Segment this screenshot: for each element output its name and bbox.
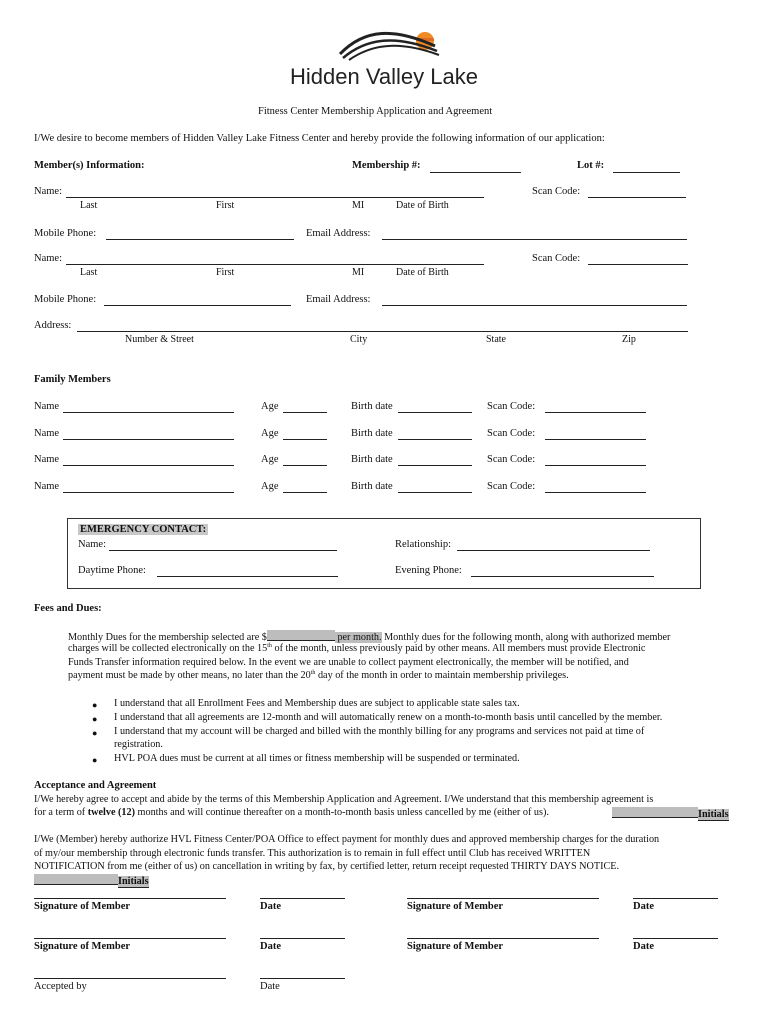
- bullet-text: I understand that all agreements are 12-month and will automatically renew on a month-to-month basis until cancelled by the member.: [114, 712, 663, 723]
- authorization-line-2: of my/our membership through electronic funds transfer. This authorization is to remain in full effect until Club has received WRITTEN: [34, 848, 591, 859]
- family-age-label: Age: [261, 481, 279, 492]
- date-line[interactable]: [633, 938, 718, 939]
- initials-label: Initials: [698, 809, 729, 820]
- signature-line[interactable]: [407, 938, 599, 939]
- bullet-icon: ●: [92, 714, 98, 724]
- fees-sup: th: [267, 643, 272, 649]
- family-scan-field[interactable]: [545, 492, 646, 493]
- signature-line[interactable]: [34, 898, 226, 899]
- acceptance-term: twelve (12): [87, 807, 135, 818]
- bullet-text: I understand that my account will be charged and billed with the monthly billing for any programs and services not paid at time of: [114, 726, 645, 737]
- family-age-field[interactable]: [283, 412, 327, 413]
- sub-last: Last: [80, 267, 98, 278]
- hidden-valley-lake-logo: [285, 24, 485, 92]
- acceptance-heading: Acceptance and Agreement: [34, 780, 157, 791]
- bullet-icon: ●: [92, 700, 98, 710]
- member1-scan-label: Scan Code:: [532, 186, 581, 197]
- acceptance-line-2: [34, 807, 549, 818]
- member2-email-field[interactable]: [382, 305, 687, 306]
- signature-label: Signature of Member: [34, 941, 131, 952]
- sub-last: Last: [80, 200, 98, 211]
- date-label: Date: [633, 901, 654, 912]
- bullet-text: HVL POA dues must be current at all times or fitness membership will be suspended or terminated.: [114, 753, 520, 764]
- intro-text: I/We desire to become members of Hidden Valley Lake Fitness Center and hereby provide the following information of our application:: [34, 133, 605, 144]
- family-birth-label: Birth date: [351, 454, 393, 465]
- family-name-field[interactable]: [63, 412, 234, 413]
- fees-text: Monthly Dues for the membership selected are $: [68, 632, 267, 643]
- family-age-field[interactable]: [283, 492, 327, 493]
- bullet-icon: ●: [92, 728, 98, 738]
- family-age-field[interactable]: [283, 465, 327, 466]
- family-birth-label: Birth date: [351, 481, 393, 492]
- family-birth-field[interactable]: [398, 492, 472, 493]
- bullet-text-cont: registration.: [114, 739, 163, 750]
- date-label: Date: [260, 901, 281, 912]
- family-birth-field[interactable]: [398, 439, 472, 440]
- member1-name-label: Name:: [34, 186, 62, 197]
- emergency-name-label: Name:: [78, 539, 106, 550]
- membership-number-field[interactable]: [430, 172, 521, 173]
- fees-text: per month.: [334, 632, 382, 643]
- lot-number-field[interactable]: [613, 172, 680, 173]
- family-scan-label: Scan Code:: [487, 454, 536, 465]
- monthly-dues-field[interactable]: [267, 630, 335, 641]
- bullet-icon: ●: [92, 755, 98, 765]
- member2-name-label: Name:: [34, 253, 62, 264]
- family-name-label: Name: [34, 481, 60, 492]
- emergency-evening-phone-label: Evening Phone:: [395, 565, 462, 576]
- signature-label: Signature of Member: [407, 901, 504, 912]
- member2-email-label: Email Address:: [306, 294, 371, 305]
- sub-city: City: [350, 334, 368, 345]
- emergency-day-phone-field[interactable]: [157, 576, 338, 577]
- family-age-label: Age: [261, 428, 279, 439]
- initials-label: Initials: [118, 876, 149, 887]
- family-name-label: Name: [34, 454, 60, 465]
- family-name-field[interactable]: [63, 465, 234, 466]
- form-title: Fitness Center Membership Application and Agreement: [258, 106, 493, 117]
- authorization-line-3: NOTIFICATION from me (either of us) on cancellation in writing by fax, by certified letter, return receipt requested THIRTY DAYS NOTICE.: [34, 861, 620, 872]
- family-name-field[interactable]: [63, 439, 234, 440]
- family-scan-field[interactable]: [545, 412, 646, 413]
- date-line[interactable]: [633, 898, 718, 899]
- family-heading: Family Members: [34, 374, 111, 385]
- member2-scan-field[interactable]: [588, 264, 688, 265]
- emergency-name-field[interactable]: [109, 550, 337, 551]
- sub-dob: Date of Birth: [396, 200, 449, 211]
- sub-first: First: [216, 200, 235, 211]
- date-label: Date: [633, 941, 654, 952]
- fees-text: Monthly dues for the following month, along with authorized member: [381, 632, 671, 643]
- family-age-label: Age: [261, 454, 279, 465]
- bullet-text: I understand that all Enrollment Fees and Membership dues are subject to applicable state sales tax.: [114, 698, 520, 709]
- sub-dob: Date of Birth: [396, 267, 449, 278]
- family-age-label: Age: [261, 401, 279, 412]
- members-heading: Member(s) Information:: [34, 160, 145, 171]
- fees-heading: Fees and Dues:: [34, 603, 102, 614]
- family-birth-field[interactable]: [398, 465, 472, 466]
- authorization-line-1: I/We (Member) hereby authorize HVL Fitness Center/POA Office to effect payment for monthly dues and approved membership charges for the duration: [34, 834, 660, 845]
- fees-line-3: Funds Transfer information required below. In the event we are unable to collect payment electronically, the member will be notified, and: [68, 657, 629, 668]
- fees-line-1: [68, 630, 670, 643]
- date-line[interactable]: [260, 938, 345, 939]
- member1-name-field[interactable]: [66, 197, 484, 198]
- member1-mobile-field[interactable]: [106, 239, 294, 240]
- family-scan-label: Scan Code:: [487, 481, 536, 492]
- member1-scan-field[interactable]: [588, 197, 686, 198]
- accepted-by-label: Accepted by: [34, 981, 87, 992]
- fees-text: payment must be made by other means, no later than the 20: [68, 670, 311, 681]
- initials-field-2[interactable]: [34, 874, 149, 887]
- family-scan-field[interactable]: [545, 465, 646, 466]
- family-name-field[interactable]: [63, 492, 234, 493]
- membership-number-label: Membership #:: [352, 160, 421, 171]
- acceptance-text: for a term of: [34, 807, 88, 818]
- emergency-day-phone-label: Daytime Phone:: [78, 565, 146, 576]
- signature-line[interactable]: [407, 898, 599, 899]
- sub-street: Number & Street: [125, 334, 194, 345]
- signature-label: Signature of Member: [407, 941, 504, 952]
- family-scan-field[interactable]: [545, 439, 646, 440]
- fees-text: day of the month in order to maintain membership privileges.: [315, 670, 569, 681]
- date-line[interactable]: [260, 898, 345, 899]
- emergency-evening-phone-field[interactable]: [471, 576, 654, 577]
- address-label: Address:: [34, 320, 72, 331]
- emergency-relationship-field[interactable]: [457, 550, 650, 551]
- family-birth-field[interactable]: [398, 412, 472, 413]
- logo-text: Hidden Valley Lake: [290, 64, 478, 89]
- family-birth-label: Birth date: [351, 401, 393, 412]
- initials-field-1[interactable]: [612, 807, 729, 820]
- member2-mobile-label: Mobile Phone:: [34, 294, 97, 305]
- date-label: Date: [260, 941, 281, 952]
- sub-first: First: [216, 267, 235, 278]
- family-name-label: Name: [34, 401, 60, 412]
- acceptance-text: months and will continue thereafter on a month-to-month basis unless cancelled by me (either of us).: [135, 807, 549, 818]
- fees-line-2: [68, 643, 645, 654]
- emergency-heading: EMERGENCY CONTACT:: [80, 524, 207, 535]
- family-age-field[interactable]: [283, 439, 327, 440]
- emergency-relationship-label: Relationship:: [395, 539, 451, 550]
- member2-mobile-field[interactable]: [104, 305, 291, 306]
- date-label: Date: [260, 981, 280, 992]
- sub-mi: MI: [352, 267, 365, 278]
- fees-text: of the month, unless previously paid by other means. All members must provide Electronic: [271, 643, 646, 654]
- fees-text: charges will be collected electronically on the 15: [68, 643, 268, 654]
- family-scan-label: Scan Code:: [487, 428, 536, 439]
- lot-number-label: Lot #:: [577, 160, 605, 171]
- family-name-label: Name: [34, 428, 60, 439]
- family-scan-label: Scan Code:: [487, 401, 536, 412]
- member2-name-field[interactable]: [66, 264, 484, 265]
- date-line[interactable]: [260, 978, 345, 979]
- sub-mi: MI: [352, 200, 365, 211]
- fees-sup: th: [310, 670, 316, 676]
- sub-zip: Zip: [622, 334, 636, 345]
- member1-email-field[interactable]: [382, 239, 687, 240]
- fees-line-4: [68, 670, 569, 681]
- family-birth-label: Birth date: [351, 428, 393, 439]
- signature-line[interactable]: [34, 938, 226, 939]
- address-field[interactable]: [77, 331, 688, 332]
- member1-mobile-label: Mobile Phone:: [34, 228, 97, 239]
- accepted-by-line[interactable]: [34, 978, 226, 979]
- member1-email-label: Email Address:: [306, 228, 371, 239]
- member2-scan-label: Scan Code:: [532, 253, 581, 264]
- signature-label: Signature of Member: [34, 901, 131, 912]
- acceptance-line-1: I/We hereby agree to accept and abide by the terms of this Membership Application and Agreement. I/We understand that this membership agreement is: [34, 794, 654, 805]
- sub-state: State: [486, 334, 506, 345]
